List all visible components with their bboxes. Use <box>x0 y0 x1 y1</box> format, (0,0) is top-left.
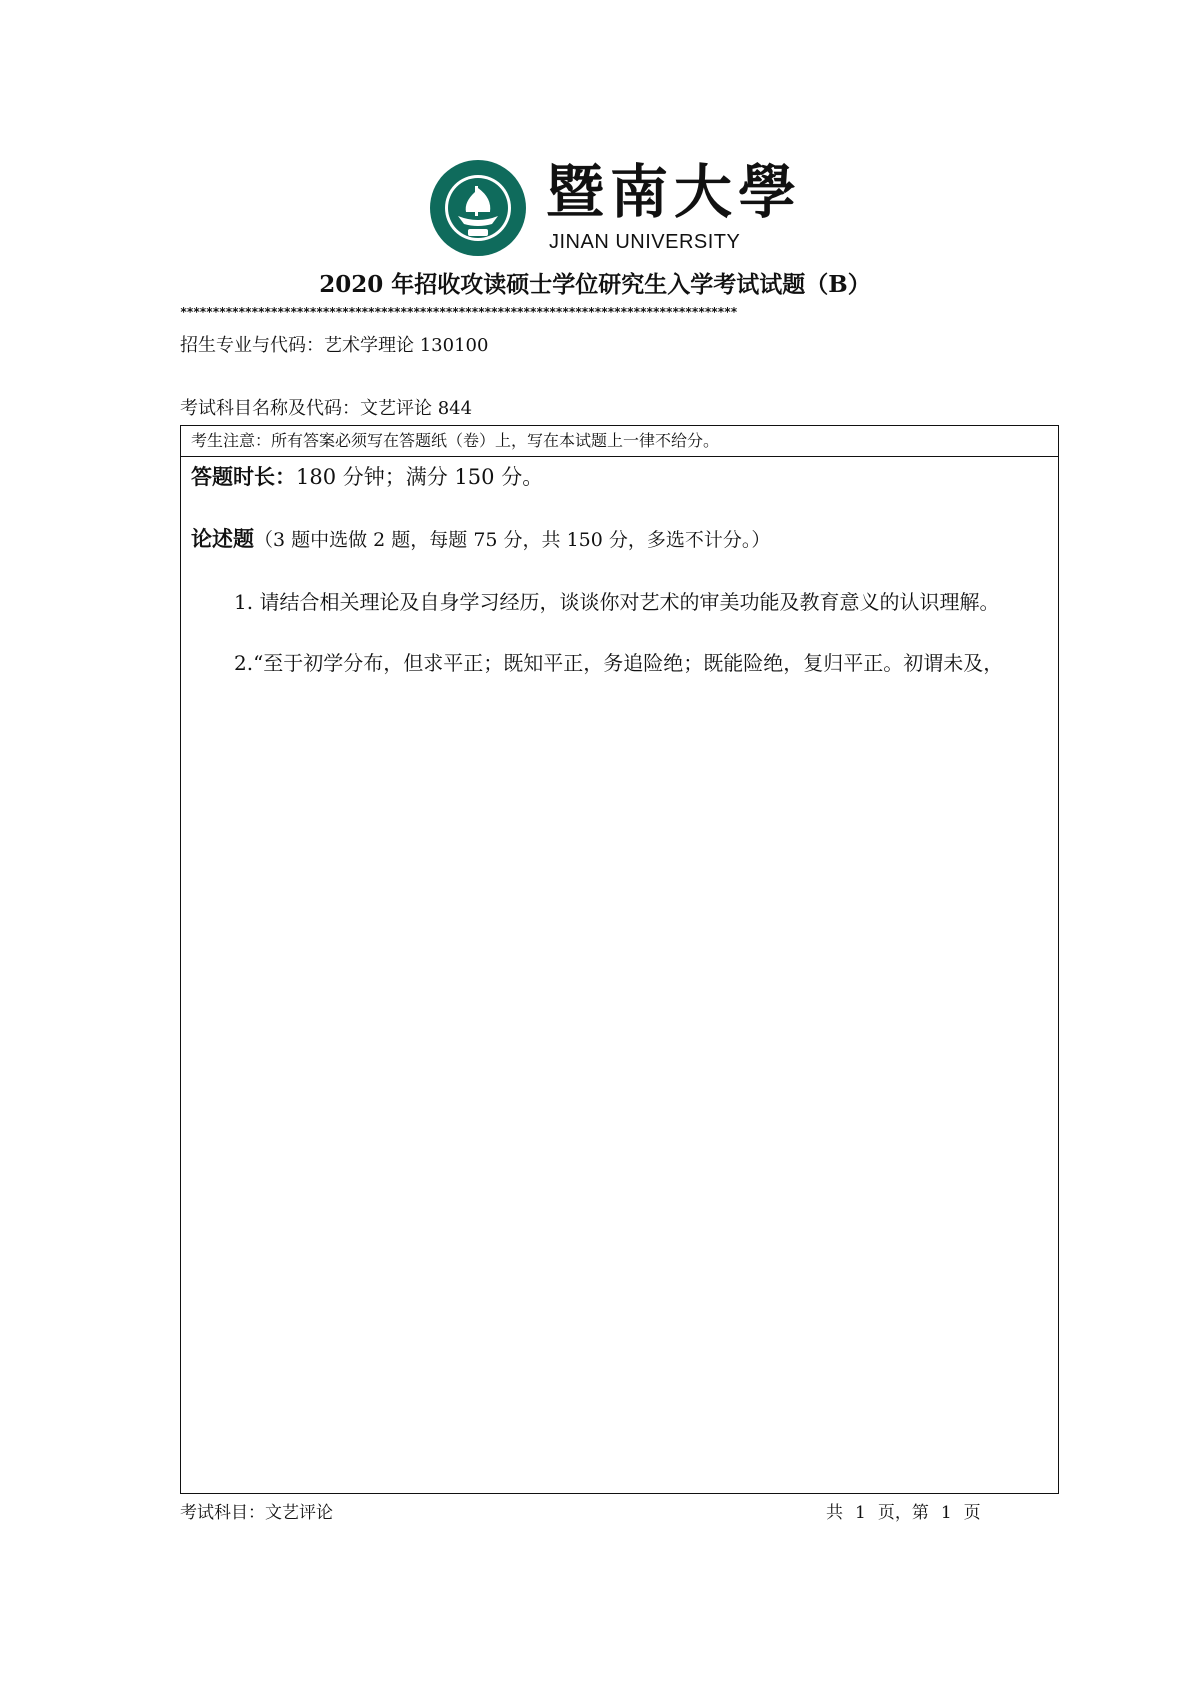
star-divider: ************************************************************************************** <box>180 305 737 319</box>
exam-question-box <box>180 425 1059 1494</box>
subject-code-line: 考试科目名称及代码：文艺评论 844 <box>180 398 473 419</box>
candidate-notice: 考生注意：所有答案必须写在答题纸（卷）上，写在本试题上一律不给分。 <box>181 426 1058 457</box>
footer-page-end: 页 <box>963 1503 981 1523</box>
university-logo <box>428 158 803 258</box>
exam-title: 2020 年招收攻读硕士学位研究生入学考试试题（B） <box>319 271 871 298</box>
footer-page-info <box>826 1501 981 1525</box>
footer-total-pages: 1 <box>855 1503 866 1523</box>
university-seal-icon <box>428 158 528 258</box>
question-item: 1. 请结合相关理论及自身学习经历，谈谈你对艺术的审美功能及教育意义的认识理解。 <box>234 590 1000 614</box>
duration-text: 180 分钟；满分 150 分。 <box>296 465 544 489</box>
footer-subject: 考试科目：文艺评论 <box>180 1503 333 1523</box>
section-heading <box>191 524 770 555</box>
footer-page-mid: 页，第 <box>877 1503 929 1523</box>
university-name-en: JINAN UNIVERSITY <box>549 231 741 253</box>
section-label: 论述题 <box>191 526 254 551</box>
footer-current-page: 1 <box>940 1503 952 1523</box>
duration-line <box>191 462 543 492</box>
duration-label: 答题时长： <box>191 464 296 489</box>
footer-total-label: 共 <box>826 1503 843 1523</box>
university-name-cn: 暨南大學 <box>546 158 803 226</box>
major-code-line: 招生专业与代码：艺术学理论 130100 <box>180 335 489 356</box>
section-note: （3 题中选做 2 题，每题 75 分，共 150 分，多选不计分。） <box>254 529 771 551</box>
question-item: 2.“至于初学分布，但求平正；既知平正，务追险绝；既能险绝，复归平正。初谓未及， <box>234 651 1004 675</box>
